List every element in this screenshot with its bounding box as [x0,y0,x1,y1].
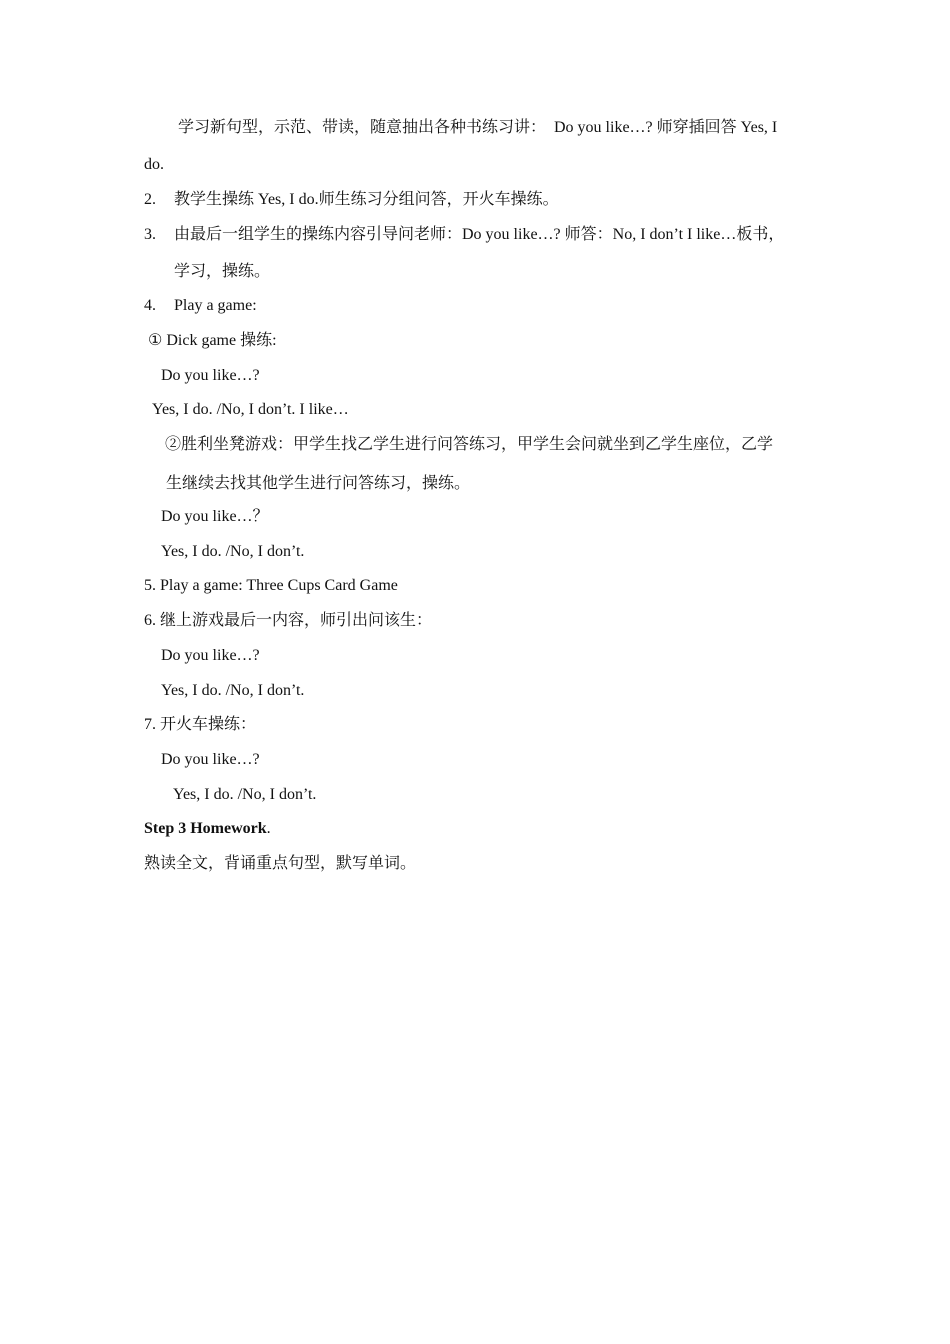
list-item-6: 6. 继上游戏最后一内容，师引出问该生： [144,612,433,629]
game-chair: ②胜利坐凳游戏：甲学生找乙学生进行问答练习，甲学生会问就坐到乙学生座位，乙学 [165,436,774,453]
homework-heading-period: . [266,820,271,837]
dialog-answer-2: Yes, I do. /No, I don’t. [161,543,305,560]
dialog-question-2: Do you like…？ [161,508,269,525]
dialog-answer-3: Yes, I do. /No, I don’t. [161,682,305,699]
dialog-question-4: Do you like…? [161,751,260,768]
list-text-2: 教学生操练 Yes, I do.师生练习分组问答，开火车操练。 [174,191,559,208]
list-number-2: 2. [144,191,156,208]
list-item-4 [144,296,257,316]
dialog-answer-1: Yes, I do. /No, I don’t. I like… [152,401,349,418]
paragraph-new-pattern-continued: do. [144,156,164,173]
list-item-7: 7. 开火车操练： [144,716,257,733]
list-number-4: 4. [144,297,156,314]
list-text-4: Play a game: [174,297,257,314]
homework-text: 熟读全文，背诵重点句型，默写单词。 [144,855,417,872]
list-item-5: 5. Play a game: Three Cups Card Game [144,577,398,594]
dialog-question-3: Do you like…? [161,647,260,664]
list-item-2 [144,190,559,210]
game-chair-continued: 生继续去找其他学生进行问答练习，操练。 [166,475,471,492]
game-dick: ① Dick game 操练: [148,332,277,349]
dialog-answer-4: Yes, I do. /No, I don’t. [173,786,317,803]
homework-heading-bold: Step 3 Homework [144,820,267,837]
list-item-3-continued: 学习，操练。 [174,263,271,280]
list-text-3: 由最后一组学生的操练内容引导问老师：Do you like…? 师答：No, I don’t I like…板书， [174,226,785,243]
paragraph-new-pattern: 学习新句型，示范、带读，随意抽出各种书练习讲： Do you like…? 师穿插回答 Yes, I [178,119,778,136]
list-number-3: 3. [144,226,156,243]
list-item-3 [144,225,784,245]
homework-heading [144,819,271,839]
dialog-question-1: Do you like…? [161,367,260,384]
